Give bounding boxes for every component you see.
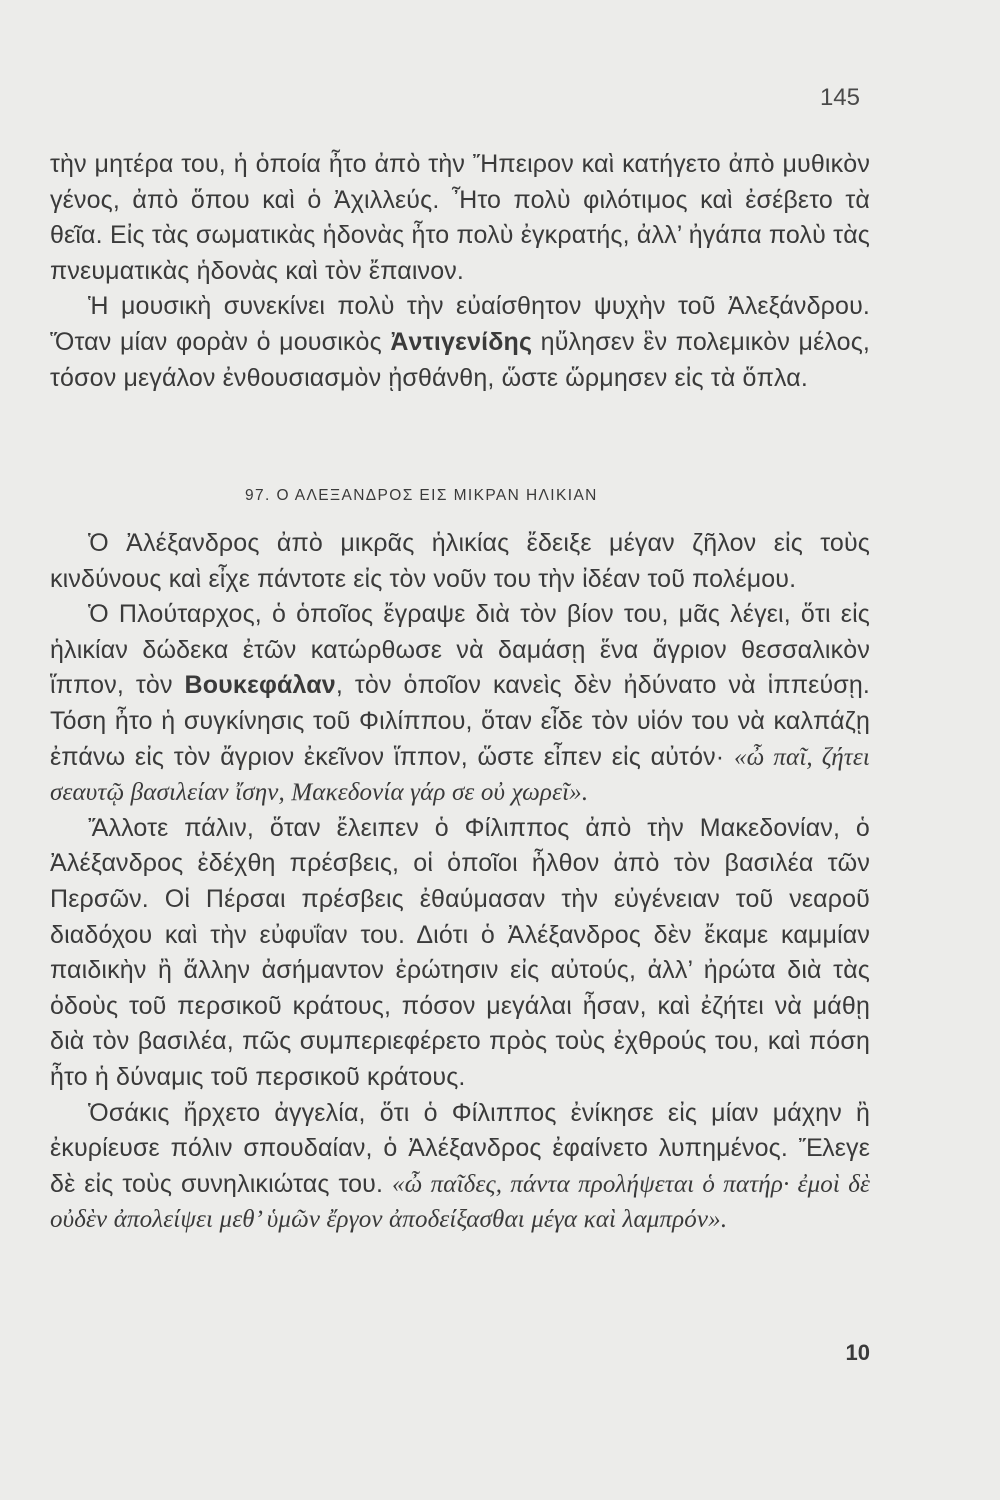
paragraph-text: Ἡ μουσικὴ συνεκίνει πολὺ τὴν εὐαίσθητον ψυχὴν τοῦ Ἀλεξάνδρου. Ὅταν μίαν φορὰν ὁ μουσικὸς (50, 292, 870, 356)
quotation: «ὦ παῖ, ζήτει σεαυτῷ βασιλείαν ἴσην, Μακεδονία γάρ σε οὐ χωρεῖ». (50, 743, 870, 807)
quotation: «ὦ παῖδες, πάντα προλήψεται ὁ πατήρ· ἐμοὶ δὲ οὐδὲν ἀπολείψει μεθ’ ὑμῶν ἔργον ἀποδείξασθαι μέγα καὶ λαμπρόν». (50, 1170, 870, 1234)
text-section-2 (50, 526, 870, 1238)
name-boukephalas: Βουκεφάλαν (184, 671, 336, 700)
paragraph (50, 1096, 870, 1238)
paragraph (50, 597, 870, 811)
paragraph-text: , τὸν ὁποῖον κανεὶς δὲν ἠδύνατο νὰ ἱππεύσῃ. Τόση ἦτο ἡ συγκίνησις τοῦ Φιλίππου, ὅταν εἶδε τὸν υἱόν του νὰ καλπάζῃ ἐπάνω εἰς τὸν ἄγριον ἐκεῖνον ἵππον, ὥστε εἶπεν εἰς αὐτόν· (50, 671, 870, 771)
page-number: 145 (819, 84, 860, 111)
paragraph: τὴν μητέρα του, ἡ ὁποία ἦτο ἀπὸ τὴν Ἤπειρον καὶ κατήγετο ἀπὸ μυθικὸν γένος, ἀπὸ ὅπου καὶ ὁ Ἀχιλλεύς. Ἦτο πολὺ φιλότιμος καὶ ἐσέβετο τὰ θεῖα. Εἰς τὰς σωματικὰς ἡδονὰς ἦτο πολὺ ἐγκρατής, ἀλλ’ ἠγάπα πολὺ τὰς πνευματικὰς ἡδονὰς καὶ τὸν ἔπαινον. (50, 150, 870, 285)
paragraph-text: Ὁ Πλούταρχος, ὁ ὁποῖος ἔγραψε διὰ τὸν βίον του, μᾶς λέγει, ὅτι εἰς ἡλικίαν δώδεκα ἐτῶν κατώρθωσε νὰ δαμάσῃ ἕνα ἄγριον θεσσαλικὸν ἵππον, τὸν (50, 600, 870, 700)
text-section-1 (50, 147, 870, 396)
section-heading: 97. Ο ΑΛΕΞΑΝΔΡΟΣ ΕΙΣ ΜΙΚΡΑΝ ΗΛΙΚΙΑΝ (245, 487, 598, 504)
paragraph: Ἄλλοτε πάλιν, ὅταν ἔλειπεν ὁ Φίλιππος ἀπὸ τὴν Μακεδονίαν, ὁ Ἀλέξανδρος ἐδέχθη πρέσβεις, οἱ ὁποῖοι ἦλθον ἀπὸ τὸν βασιλέα τῶν Περσῶν. Οἱ Πέρσαι πρέσβεις ἐθαύμασαν τὴν εὐγένειαν τοῦ νεαροῦ διαδόχου καὶ τὴν εὐφυΐαν του. Διότι ὁ Ἀλέξανδρος δὲν ἔκαμε καμμίαν παιδικὴν ἢ ἄλλην ἀσήμαντον ἐρώτησιν εἰς αὐτούς, ἀλλ’ ἠρώτα διὰ τὰς ὁδοὺς τοῦ περσικοῦ κράτους, πόσον μεγάλαι ἦσαν, καὶ ἐζήτει νὰ μάθῃ διὰ τὸν βασιλέα, πῶς συμπεριεφέρετο πρὸς τοὺς ἐχθρούς του, καὶ πόση ἦτο ἡ δύναμις τοῦ περσικοῦ κράτους. (50, 813, 870, 1091)
paragraph (50, 289, 870, 396)
signature-mark: 10 (845, 1340, 870, 1365)
paragraph: Ὁ Ἀλέξανδρος ἀπὸ μικρᾶς ἡλικίας ἔδειξε μέγαν ζῆλον εἰς τοὺς κινδύνους καὶ εἶχε πάντοτε εἰς τὸν νοῦν του τὴν ἰδέαν τοῦ πολέμου. (50, 529, 870, 593)
paragraph-text: ηὔλησεν ἓν πολεμικὸν μέλος, τόσον μεγάλον ἐνθουσιασμὸν ᾐσθάνθη, ὥστε ὥρμησεν εἰς τὰ ὅπλα. (50, 327, 870, 392)
name-antigenides: Ἀντιγενίδης (390, 327, 533, 356)
paragraph-text: Ὁσάκις ἤρχετο ἀγγελία, ὅτι ὁ Φίλιππος ἐνίκησε εἰς μίαν μάχην ἢ ἐκυρίευσε πόλιν σπουδαίαν, ὁ Ἀλέξανδρος ἐφαίνετο λυπημένος. Ἔλεγε δὲ εἰς τοὺς συνηλικιώτας του. (50, 1098, 870, 1198)
